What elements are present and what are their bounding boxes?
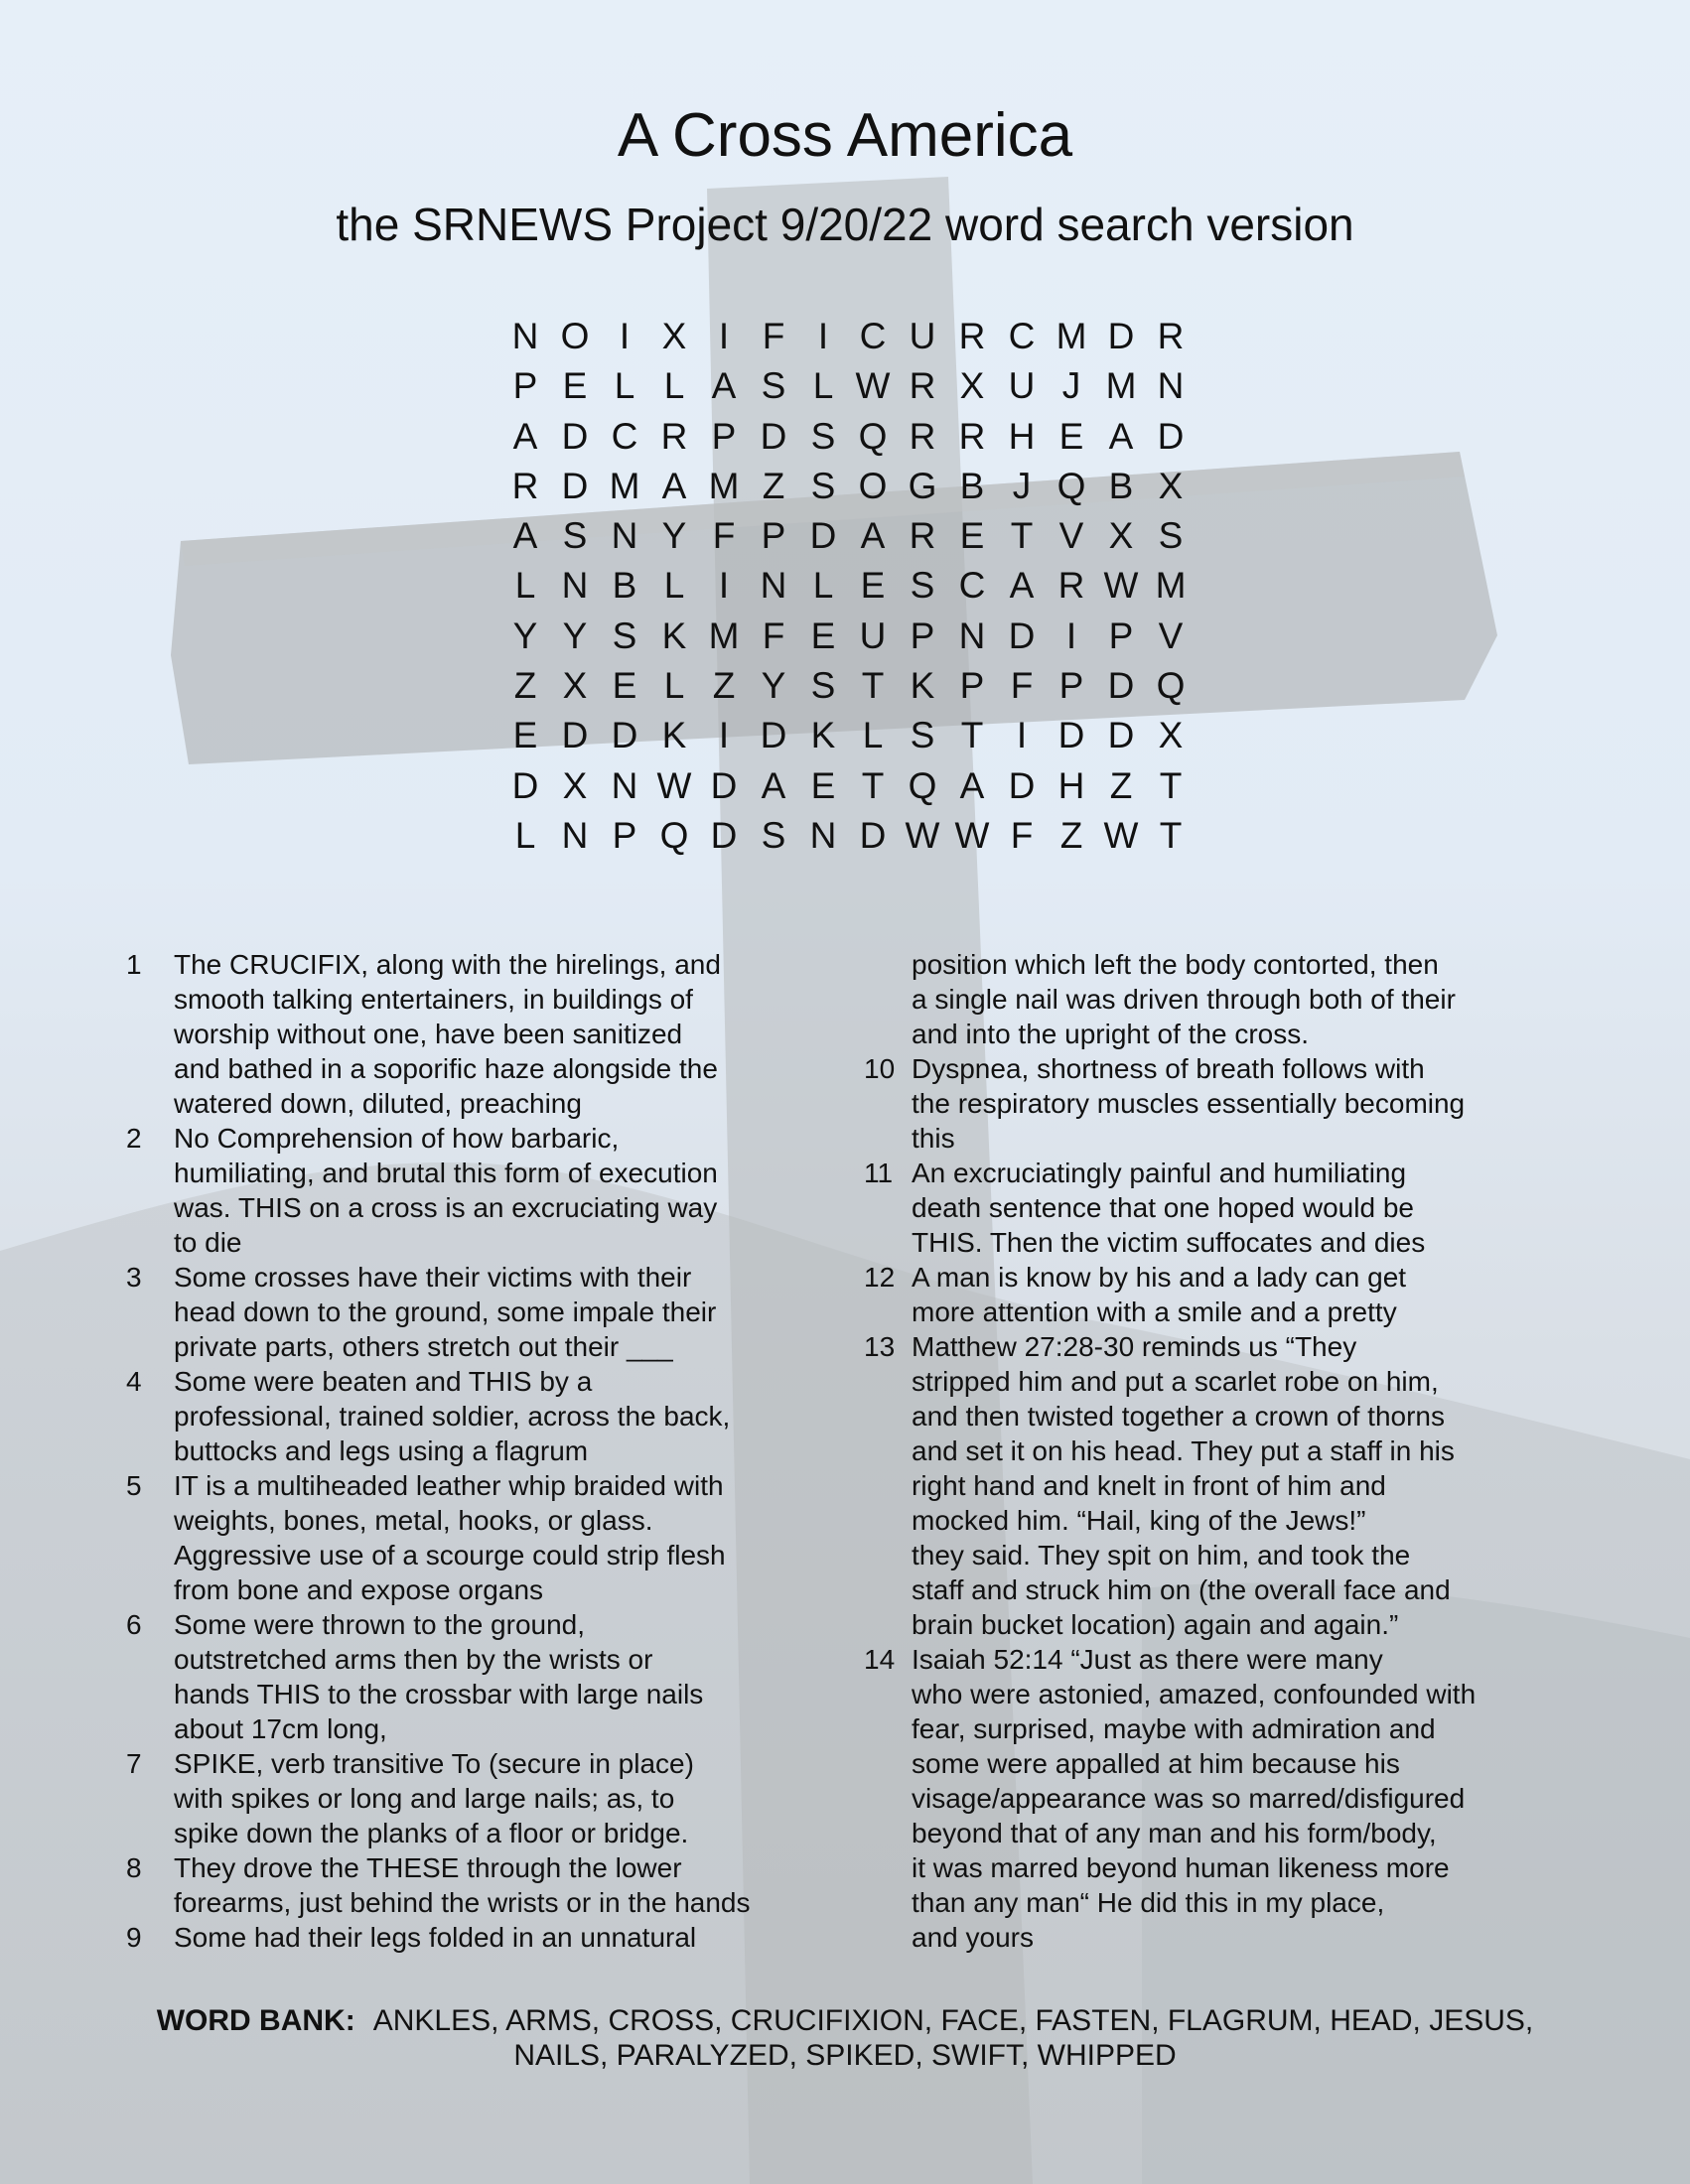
clue-line: fear, surprised, maybe with admiration and — [912, 1713, 1436, 1744]
clue-number: 14 — [864, 1644, 896, 1675]
grid-letter[interactable]: D — [859, 814, 887, 856]
clue-item — [864, 1642, 1579, 1955]
clue-text — [912, 1156, 1579, 1260]
word-search-grid[interactable] — [500, 312, 1196, 861]
grid-letter[interactable]: S — [761, 365, 786, 407]
grid-letter[interactable]: D — [561, 715, 589, 756]
grid-letter[interactable]: A — [661, 465, 687, 506]
grid-letter[interactable]: L — [514, 814, 536, 856]
clue-text — [912, 1260, 1579, 1329]
clue-line: Some were beaten and THIS by a — [174, 1366, 593, 1397]
grid-letter[interactable]: Z — [1059, 814, 1083, 856]
grid-letter[interactable]: L — [812, 565, 834, 607]
grid-letter[interactable]: P — [512, 365, 538, 407]
word-bank-words-1: ANKLES, ARMS, CROSS, CRUCIFIXION, FACE, FASTEN, FLAGRUM, HEAD, JESUS, — [372, 2004, 1534, 2037]
clue-item — [126, 1607, 821, 1746]
clue-item — [126, 1364, 821, 1468]
grid-letter[interactable]: Q — [1056, 465, 1086, 506]
clue-line: position which left the body contorted, then — [912, 949, 1439, 980]
clue-line: Some were thrown to the ground, — [174, 1609, 586, 1640]
clue-text — [912, 1642, 1579, 1955]
grid-letter[interactable]: D — [1057, 715, 1085, 756]
grid-letter[interactable]: N — [809, 814, 837, 856]
clue-line: it was marred beyond human likeness more — [912, 1852, 1450, 1883]
grid-letter[interactable]: J — [1012, 465, 1032, 506]
clue-line: An excruciatingly painful and humiliating — [912, 1158, 1407, 1188]
grid-letter[interactable]: G — [908, 465, 937, 506]
clue-item — [864, 1260, 1579, 1329]
grid-letter[interactable]: S — [910, 565, 935, 607]
grid-letter[interactable]: I — [718, 715, 730, 756]
grid-letter[interactable]: N — [760, 565, 787, 607]
grid-letter[interactable]: T — [1010, 515, 1034, 557]
grid-letter[interactable]: Q — [908, 764, 937, 806]
clue-item — [126, 1121, 821, 1260]
grid-letter[interactable]: A — [512, 515, 538, 557]
grid-letter[interactable]: L — [614, 365, 635, 407]
clue-line: outstretched arms then by the wrists or — [174, 1644, 653, 1675]
clue-item — [126, 947, 821, 1121]
clue-line: this — [912, 1123, 955, 1154]
grid-letter[interactable]: Y — [512, 614, 538, 656]
clue-line: Matthew 27:28-30 reminds us “They — [912, 1331, 1357, 1362]
grid-letter[interactable]: A — [959, 764, 985, 806]
grid-letter[interactable]: D — [1008, 764, 1036, 806]
clue-line: professional, trained soldier, across the back, — [174, 1401, 731, 1432]
grid-letter[interactable]: Z — [762, 465, 785, 506]
clue-line: weights, bones, metal, hooks, or glass. — [174, 1505, 653, 1536]
grid-letter[interactable]: W — [954, 814, 990, 856]
clue-text — [174, 1260, 821, 1364]
grid-letter[interactable]: X — [959, 365, 985, 407]
grid-letter[interactable]: N — [511, 316, 539, 356]
grid-letter[interactable]: B — [1108, 465, 1134, 506]
clue-line: humiliating, and brutal this form of execution — [174, 1158, 718, 1188]
clue-text — [174, 1850, 821, 1920]
grid-letter[interactable]: L — [663, 365, 685, 407]
clue-number: 11 — [864, 1158, 894, 1188]
grid-letter[interactable]: T — [861, 665, 885, 707]
grid-letter[interactable]: P — [1108, 614, 1134, 656]
clue-number: 5 — [126, 1470, 142, 1501]
grid-letter[interactable]: A — [1009, 565, 1035, 607]
clue-line: IT is a multiheaded leather whip braided with — [174, 1470, 724, 1501]
grid-letter[interactable]: O — [858, 465, 888, 506]
clue-text — [174, 1364, 821, 1468]
grid-letter[interactable]: D — [760, 715, 787, 756]
clue-item — [864, 1051, 1579, 1156]
grid-letter[interactable]: R — [958, 415, 986, 457]
clue-text — [912, 1329, 1579, 1642]
grid-letter[interactable]: F — [712, 515, 736, 557]
grid-letter[interactable]: J — [1061, 365, 1081, 407]
clue-line: watered down, diluted, preaching — [174, 1088, 582, 1119]
grid-letter[interactable]: M — [1105, 365, 1137, 407]
grid-letter[interactable]: M — [1155, 565, 1187, 607]
clue-line: spike down the planks of a floor or bridge. — [174, 1818, 689, 1848]
clue-number — [864, 947, 912, 1051]
clue-line: buttocks and legs using a flagrum — [174, 1435, 589, 1466]
grid-letter[interactable]: N — [561, 565, 589, 607]
grid-letter[interactable]: W — [656, 764, 692, 806]
grid-letter[interactable]: H — [1057, 764, 1085, 806]
clue-line: from bone and expose organs — [174, 1574, 544, 1605]
clue-item — [126, 1746, 821, 1850]
word-bank — [99, 2003, 1591, 2073]
clue-line: they said. They spit on him, and took the — [912, 1540, 1411, 1570]
clue-line: to die — [174, 1227, 242, 1258]
grid-letter[interactable]: T — [1159, 814, 1183, 856]
clue-text — [174, 1607, 821, 1746]
clue-number: 9 — [126, 1922, 142, 1953]
grid-letter[interactable]: M — [708, 614, 740, 656]
grid-letter[interactable]: K — [661, 715, 687, 756]
word-bank-line-1 — [99, 2003, 1591, 2038]
grid-letter[interactable]: E — [1058, 415, 1084, 457]
grid-letter[interactable]: E — [512, 715, 538, 756]
clue-line: Some had their legs folded in an unnatural — [174, 1922, 697, 1953]
grid-letter[interactable]: P — [612, 814, 637, 856]
grid-letter[interactable]: D — [561, 465, 589, 506]
grid-letter[interactable]: W — [1103, 814, 1139, 856]
grid-letter[interactable]: T — [960, 715, 984, 756]
grid-letter[interactable]: N — [611, 515, 638, 557]
clue-line: visage/appearance was so marred/disfigured — [912, 1783, 1466, 1814]
clue-list-right — [864, 947, 1579, 1955]
clue-item — [864, 1329, 1579, 1642]
clue-line: SPIKE, verb transitive To (secure in place) — [174, 1748, 694, 1779]
grid-letter[interactable]: A — [761, 764, 786, 806]
grid-letter[interactable]: I — [1016, 715, 1028, 756]
grid-letter[interactable]: D — [1107, 316, 1135, 356]
grid-letter[interactable]: A — [512, 415, 538, 457]
clue-line: Some crosses have their victims with their — [174, 1262, 692, 1293]
page-subtitle: the SRNEWS Project 9/20/22 word search version — [336, 199, 1354, 250]
grid-letter[interactable]: F — [762, 316, 785, 356]
clue-line: stripped him and put a scarlet robe on him, — [912, 1366, 1439, 1397]
grid-letter[interactable]: P — [910, 614, 935, 656]
grid-letter[interactable]: K — [910, 665, 935, 707]
grid-letter[interactable]: R — [660, 415, 688, 457]
grid-letter[interactable]: S — [761, 814, 786, 856]
clue-line: about 17cm long, — [174, 1713, 387, 1744]
clue-line: Dyspnea, shortness of breath follows with — [912, 1053, 1425, 1084]
clue-line: death sentence that one hoped would be — [912, 1192, 1414, 1223]
grid-letter[interactable]: T — [1159, 764, 1183, 806]
clue-text — [174, 1920, 821, 1955]
grid-letter[interactable]: F — [1010, 665, 1034, 707]
grid-letter[interactable]: K — [810, 715, 836, 756]
grid-letter[interactable]: Y — [761, 665, 786, 707]
grid-letter[interactable]: S — [562, 515, 588, 557]
grid-letter[interactable]: A — [860, 515, 886, 557]
grid-letter[interactable]: P — [1058, 665, 1084, 707]
clue-line: Isaiah 52:14 “Just as there were many — [912, 1644, 1383, 1675]
grid-letter[interactable]: R — [909, 515, 936, 557]
grid-letter[interactable]: U — [1008, 365, 1036, 407]
grid-letter[interactable]: R — [958, 316, 986, 356]
grid-letter[interactable]: C — [859, 316, 887, 356]
grid-letter[interactable]: B — [612, 565, 637, 607]
grid-letter[interactable]: D — [511, 764, 539, 806]
grid-letter[interactable]: P — [761, 515, 786, 557]
clue-line: hands THIS to the crossbar with large nails — [174, 1679, 704, 1709]
clue-line: and set it on his head. They put a staff in his — [912, 1435, 1455, 1466]
grid-letter[interactable]: X — [1158, 715, 1184, 756]
clue-item — [126, 1468, 821, 1607]
clue-line: The CRUCIFIX, along with the hirelings, and — [174, 949, 721, 980]
grid-letter[interactable]: N — [561, 814, 589, 856]
grid-letter[interactable]: C — [958, 565, 986, 607]
clue-line: more attention with a smile and a pretty — [912, 1297, 1397, 1327]
grid-letter[interactable]: N — [958, 614, 986, 656]
grid-letter[interactable]: S — [810, 665, 836, 707]
grid-letter[interactable]: D — [760, 415, 787, 457]
grid-letter[interactable]: O — [560, 316, 590, 356]
clue-line: mocked him. “Hail, king of the Jews!” — [912, 1505, 1366, 1536]
grid-letter[interactable]: W — [855, 365, 891, 407]
grid-letter[interactable]: U — [909, 316, 936, 356]
clue-line: smooth talking entertainers, in buildings of — [174, 984, 693, 1015]
grid-letter[interactable]: D — [1157, 415, 1185, 457]
clue-line: and bathed in a soporific haze alongside the — [174, 1053, 718, 1084]
clue-text — [174, 1468, 821, 1607]
grid-letter[interactable]: A — [1108, 415, 1134, 457]
grid-letter[interactable]: S — [1158, 515, 1184, 557]
grid-letter[interactable]: S — [910, 715, 935, 756]
clue-line: worship without one, have been sanitized — [174, 1019, 683, 1049]
clue-number: 12 — [864, 1262, 896, 1293]
grid-letter[interactable]: R — [511, 465, 539, 506]
grid-letter[interactable]: E — [860, 565, 886, 607]
clue-number: 2 — [126, 1123, 142, 1154]
grid-letter[interactable]: X — [1108, 515, 1134, 557]
grid-letter[interactable]: N — [611, 764, 638, 806]
clue-line: A man is know by his and a lady can get — [912, 1262, 1407, 1293]
grid-letter[interactable]: M — [1056, 316, 1087, 356]
clue-item — [126, 1850, 821, 1920]
grid-letter[interactable]: Z — [513, 665, 537, 707]
grid-letter[interactable]: W — [1103, 565, 1139, 607]
grid-letter[interactable]: L — [663, 565, 685, 607]
grid-letter[interactable]: D — [710, 764, 738, 806]
grid-letter[interactable]: E — [612, 665, 637, 707]
grid-letter[interactable]: I — [1065, 614, 1077, 656]
clue-line: the respiratory muscles essentially becoming — [912, 1088, 1466, 1119]
clue-line: was. THIS on a cross is an excruciating way — [174, 1192, 718, 1223]
grid-letter[interactable]: Q — [1156, 665, 1186, 707]
grid-letter[interactable]: D — [611, 715, 638, 756]
grid-letter[interactable]: L — [812, 365, 834, 407]
grid-letter[interactable]: K — [661, 614, 687, 656]
grid-letter[interactable]: L — [663, 665, 685, 707]
grid-letter[interactable]: D — [1107, 665, 1135, 707]
grid-letter[interactable]: I — [718, 316, 730, 356]
clue-line: with spikes or long and large nails; as, to — [174, 1783, 675, 1814]
grid-letter[interactable]: X — [562, 764, 588, 806]
grid-letter[interactable]: F — [1010, 814, 1034, 856]
grid-letter[interactable]: B — [959, 465, 985, 506]
grid-letter[interactable]: L — [862, 715, 884, 756]
grid-letter[interactable]: D — [561, 415, 589, 457]
grid-letter[interactable]: X — [562, 665, 588, 707]
grid-letter[interactable]: C — [611, 415, 638, 457]
grid-letter[interactable]: P — [959, 665, 985, 707]
grid-letter[interactable]: I — [718, 565, 730, 607]
grid-letter[interactable]: V — [1058, 515, 1084, 557]
clue-line: some were appalled at him because his — [912, 1748, 1400, 1779]
clue-line: right hand and knelt in front of him and — [912, 1470, 1386, 1501]
grid-letter[interactable]: E — [810, 614, 836, 656]
grid-letter[interactable]: V — [1158, 614, 1184, 656]
grid-letter[interactable]: Q — [858, 415, 888, 457]
clue-line: beyond that of any man and his form/body, — [912, 1818, 1437, 1848]
grid-letter[interactable]: X — [1158, 465, 1184, 506]
clue-line: than any man“ He did this in my place, — [912, 1887, 1385, 1918]
clue-number: 3 — [126, 1262, 142, 1293]
grid-letter[interactable]: A — [711, 365, 737, 407]
clue-item — [864, 1156, 1579, 1260]
grid-letter[interactable]: I — [619, 316, 631, 356]
grid-letter[interactable]: S — [810, 465, 836, 506]
grid-letter[interactable]: Q — [659, 814, 689, 856]
grid-letter[interactable]: C — [1008, 316, 1036, 356]
clue-line: Aggressive use of a scourge could strip flesh — [174, 1540, 726, 1570]
grid-letter[interactable]: R — [909, 415, 936, 457]
grid-letter[interactable]: S — [810, 415, 836, 457]
grid-letter[interactable]: D — [1008, 614, 1036, 656]
grid-letter[interactable]: T — [861, 764, 885, 806]
grid-letter[interactable]: R — [1157, 316, 1185, 356]
clue-line: who were astonied, amazed, confounded with — [912, 1679, 1477, 1709]
clue-number: 4 — [126, 1366, 142, 1397]
clue-line: and yours — [912, 1922, 1034, 1953]
clue-line: No Comprehension of how barbaric, — [174, 1123, 620, 1154]
grid-letter[interactable]: D — [710, 814, 738, 856]
clue-number: 10 — [864, 1053, 896, 1084]
clue-number: 1 — [126, 949, 142, 980]
grid-letter[interactable]: E — [562, 365, 588, 407]
grid-letter[interactable]: Z — [1109, 764, 1133, 806]
clue-text — [174, 1746, 821, 1850]
clue-text — [912, 1051, 1579, 1156]
clue-line: private parts, others stretch out their ___ — [174, 1331, 673, 1362]
clue-number: 7 — [126, 1748, 142, 1779]
clue-item — [126, 1920, 821, 1955]
clue-line: head down to the ground, some impale their — [174, 1297, 717, 1327]
grid-letter[interactable]: H — [1008, 415, 1036, 457]
grid-letter[interactable]: F — [762, 614, 785, 656]
grid-letter[interactable]: E — [959, 515, 985, 557]
grid-letter[interactable]: I — [817, 316, 829, 356]
word-bank-words-2: NAILS, PARALYZED, SPIKED, SWIFT, WHIPPED — [513, 2039, 1177, 2072]
clue-line: and then twisted together a crown of thorns — [912, 1401, 1445, 1432]
grid-letter[interactable]: M — [708, 465, 740, 506]
grid-letter[interactable]: D — [809, 515, 837, 557]
clue-line: They drove the THESE through the lower — [174, 1852, 682, 1883]
grid-letter[interactable]: M — [609, 465, 640, 506]
word-bank-label: WORD BANK: — [156, 2004, 355, 2037]
clue-line: THIS. Then the victim suffocates and dies — [912, 1227, 1426, 1258]
grid-letter[interactable]: L — [514, 565, 536, 607]
grid-letter[interactable]: Y — [562, 614, 588, 656]
clue-number: 13 — [864, 1331, 896, 1362]
clue-line: forearms, just behind the wrists or in the hands — [174, 1887, 751, 1918]
clue-text — [174, 947, 821, 1121]
clue-text — [174, 1121, 821, 1260]
grid-letter[interactable]: S — [612, 614, 637, 656]
grid-letter[interactable]: R — [1057, 565, 1085, 607]
clue-list-left — [126, 947, 821, 1955]
grid-letter[interactable]: Z — [712, 665, 736, 707]
clue-line: brain bucket location) again and again.” — [912, 1609, 1399, 1640]
clue-line: a single nail was driven through both of their — [912, 984, 1456, 1015]
grid-letter[interactable]: N — [1157, 365, 1185, 407]
clue-number: 8 — [126, 1852, 142, 1883]
clue-line: staff and struck him on (the overall face and — [912, 1574, 1451, 1605]
grid-letter[interactable]: Y — [661, 515, 687, 557]
clue-text — [912, 947, 1579, 1051]
grid-letter[interactable]: U — [859, 614, 887, 656]
grid-letter[interactable]: W — [905, 814, 940, 856]
grid-letter[interactable]: R — [909, 365, 936, 407]
grid-letter[interactable]: P — [711, 415, 737, 457]
clue-item — [126, 1260, 821, 1364]
grid-letter[interactable]: X — [661, 316, 687, 356]
clue-item — [864, 947, 1579, 1051]
grid-letter[interactable]: D — [1107, 715, 1135, 756]
clue-number: 6 — [126, 1609, 142, 1640]
grid-letter[interactable]: E — [810, 764, 836, 806]
page-title: A Cross America — [617, 101, 1073, 170]
clue-line: and into the upright of the cross. — [912, 1019, 1310, 1049]
